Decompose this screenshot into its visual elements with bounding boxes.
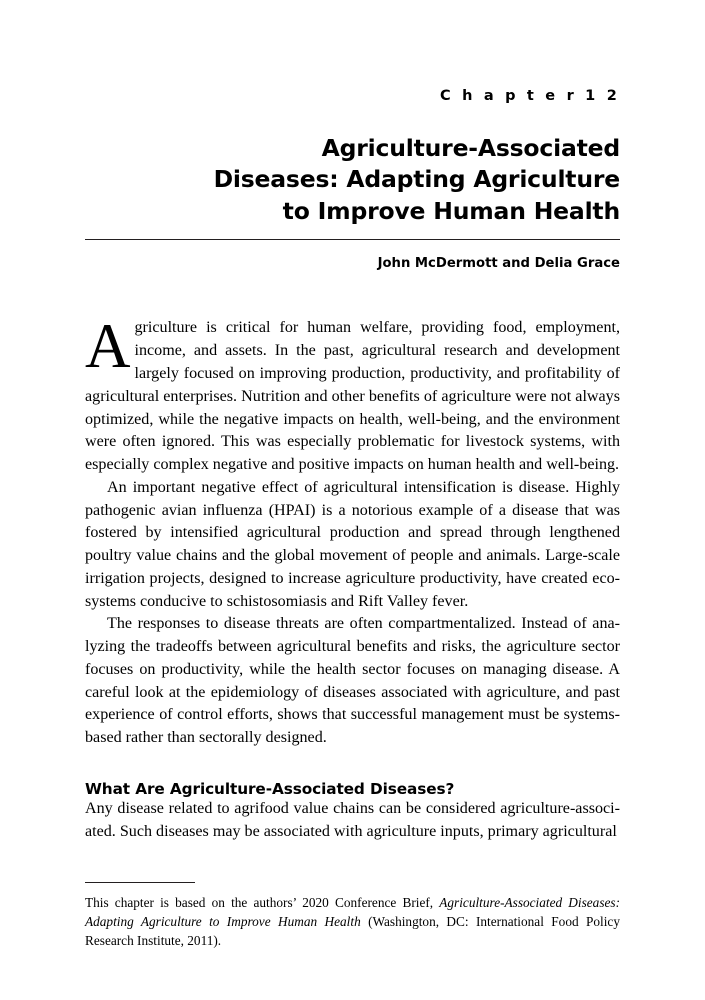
paragraph-1 (85, 311, 620, 476)
footnote-lead: This chapter is based on the authors’ 2020 Conference Brief, (85, 895, 440, 910)
drop-cap: A (85, 311, 131, 382)
authors: John McDermott and Delia Grace (377, 256, 620, 272)
title-divider (85, 239, 620, 240)
footnote-divider (85, 882, 195, 883)
title-line-1: Agriculture-Associated (321, 134, 620, 162)
paragraph-3: The responses to disease threats are often compartmentalized. Instead of ana-lyzing the tradeoffs between agricultural benefits and risks, the agriculture sector focuses on productivity, while the health sector focuses on managing disease. A careful look at the epidemiology of diseases associated with agriculture, and past experience of control efforts, shows that successful management must be systems-based rather than sectorally designed. (85, 615, 620, 747)
title-line-2: Diseases: Adapting Agriculture (213, 165, 620, 194)
footnote-area (85, 882, 620, 951)
page-content (85, 0, 620, 844)
footnote-text (85, 894, 620, 951)
footnote-tail: (Washington, DC: International Food Policy Research Institute, 2011). (85, 913, 620, 948)
title-line-3: to Improve Human Health (282, 196, 620, 225)
footnote-brief-title: Agriculture-Associated Diseases: Adapting Agriculture to Improve Human Health (85, 895, 621, 929)
chapter-label: C h a p t e r 1 2 (439, 88, 620, 104)
body-text (85, 311, 620, 843)
page-title (85, 133, 620, 227)
paragraph-2: An important negative effect of agricultural intensification is disease. Highly pathogenic avian influenza (HPAI) is a notorious example of a disease that was fostered by intensified agricultural production and spread through lengthened poultry value chains and the global movement of people and animals. Large-scale irrigation projects, designed to increase agriculture productivity, have created eco-systems conducive to schistosomiasis and Rift Valley fever. (85, 478, 620, 610)
paragraph-1-text: griculture is critical for human welfare, providing food, employment, income, and assets. In the past, agricultural research and development largely focused on improving production, productivity, and profitability of agricultural enterprises. Nutrition and other benefits of agriculture were not always optimized, while the negative impacts on health, well-being, and the environment were often ignored. This was especially problematic for livestock systems, with especially complex negative and positive impacts on human health and well-being. (85, 319, 620, 474)
section-paragraph: Any disease related to agrifood value chains can be considered agriculture-associ-ated. Such diseases may be associated with agriculture inputs, primary agricultural (85, 800, 620, 840)
section-heading: What Are Agriculture-Associated Diseases? (85, 780, 455, 798)
